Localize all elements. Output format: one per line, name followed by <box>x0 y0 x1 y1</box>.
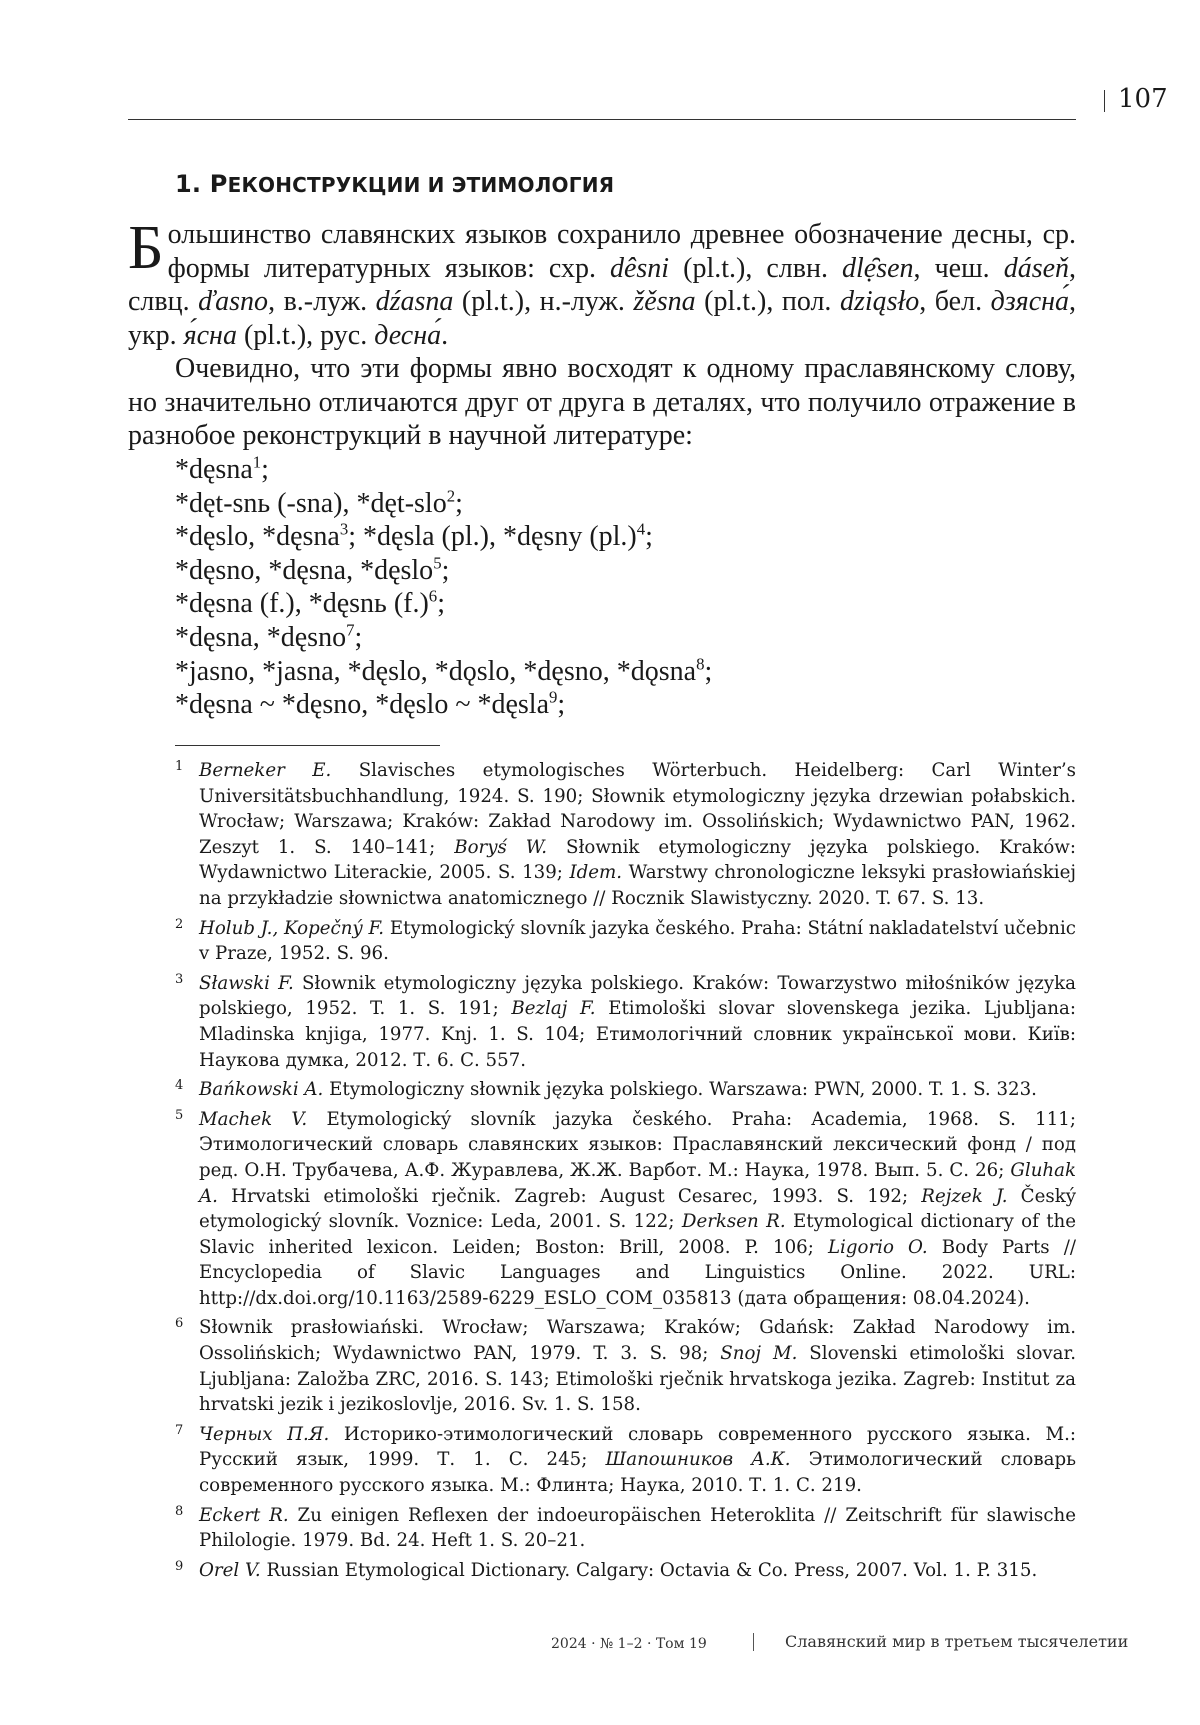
footnote-6: 6 Słownik prasłowiański. Wrocław; Warszawa; Kraków; Gdańsk: Zakład Narodowy im. Ossolińskich; Wydawnictwo PAN, 1979. T. 3. S. 98; Snoj M. Slovenski etimološki slovar. Ljubljana: Založba ZRC, 2016. S. 143; Etimološki rječnik hrvatskoga jezika. Zagreb: Institut za hrvatski jezik i jezikoslovlje, 2016. Sv. 1. S. 158. <box>175 1315 1076 1417</box>
footnote-author: Boryś W. <box>454 836 548 858</box>
footnote-author: Idem. <box>569 862 623 884</box>
form-polish: dziąsło <box>839 286 920 317</box>
page-number-divider <box>1104 90 1105 112</box>
footnote-number: 5 <box>175 1107 184 1123</box>
footnote-8: 8 Eckert R. Zu einigen Reflexen der indoeuropäischen Heteroklita // Zeitschrift für slawische Philologie. 1979. Bd. 24. Heft 1. S. 20–21. <box>175 1503 1076 1554</box>
reconstruction-item: *dęsna, *dęsno$^7$; <box>175 620 363 653</box>
form-slovene: dlẹ̑sen <box>842 252 914 284</box>
footnote-author: Snoj M. <box>720 1343 798 1365</box>
paragraph-2: Очевидно, что эти формы явно восходят к одному праславянскому слову, но значительно отличаются друг от друга в деталях, что получило отражение в разнобое реконструкций в научной литературе: <box>128 353 1076 451</box>
footnote-2: 2 Holub J., Kopečný F. Etymologický slovník jazyka českého. Praha: Státní nakladatelství učebnic v Praze, 1952. S. 96. <box>175 916 1076 967</box>
form-upper-sorbian: dźasna <box>375 286 454 317</box>
reconstruction-item: *jasno, *jasna, *dęslo, *dǫslo, *dęsno, *dǫsna$^8$; <box>175 654 713 687</box>
footnote-ref[interactable]: 3 <box>339 519 349 539</box>
form-ukrainian: я́сна <box>183 319 237 351</box>
footnote-4: 4 Bańkowski A. Etymologiczny słownik języka polskiego. Warszawa: PWN, 2000. T. 1. S. 323. <box>175 1077 1076 1103</box>
form-russian: десна́ <box>374 319 442 351</box>
footnote-author: Gluhak A. <box>199 1159 1076 1207</box>
footnote-9: 9 Orel V. Russian Etymological Dictionary. Calgary: Octavia & Co. Press, 2007. Vol. 1. P. 315. <box>175 1558 1076 1584</box>
reconstruction-item: *dęsna$^1$; <box>175 452 269 485</box>
footnote-author: Rejzek J. <box>921 1185 1008 1207</box>
footer-issue: 2024 · № 1–2 · Том 19 <box>551 1636 707 1652</box>
footnote-number: 7 <box>175 1422 184 1438</box>
footnote-number: 6 <box>175 1316 184 1332</box>
form-belarusian: дзясна́ <box>990 286 1070 317</box>
footnote-5: 5 Machek V. Etymologický slovník jazyka českého. Praha: Academia, 1968. S. 111; Этимологический словарь славянских языков: Праславянский лексический фонд / под ред. О.Н. Трубачева, А.Ф. Журавлева, Ж.Ж. Варбот. М.: Наука, 1978. Вып. 5. С. 26; Gluhak A. Hrvatski etimološki rječnik. Zagreb: August Cesarec, 1993. S. 192; Rejzek J. Český etymologický slovník. Voznice: Leda, 2001. S. 122; Derksen R. Etymological dictionary of the Slavic inherited lexicon. Leiden; Boston: Brill, 2008. P. 106; Ligorio O. Body Parts // Encyclopedia of Slavic Languages and Linguistics Online. 2022. URL: http://dx.doi.org/10.1163/2589-6229_ESLO_COM_035813 (дата обращения: 08.04.2024). <box>175 1107 1076 1312</box>
footnote-author: Черных П.Я. <box>199 1423 330 1445</box>
form-slovak: ďasno <box>198 286 269 317</box>
header-rule <box>128 119 1076 120</box>
footnote-ref[interactable]: 6 <box>428 587 438 607</box>
footnote-author: Machek V. <box>199 1108 308 1130</box>
footnote-ref[interactable]: 5 <box>433 553 442 573</box>
footnote-3: 3 Sławski F. Słownik etymologiczny języka polskiego. Kraków: Towarzystwo miłośników języka polskiego, 1952. T. 1. S. 191; Bezlaj F. Etimološki slovar slovenskega jezika. Ljubljana: Mladinska knjiga, 1977. Knj. 1. S. 104; Етимологічний словник української мови. Київ: Наукова думка, 2012. Т. 6. С. 557. <box>175 971 1076 1073</box>
footnote-number: 2 <box>175 916 184 932</box>
footnote-rule <box>175 745 440 746</box>
footnote-author: Bańkowski A. <box>199 1079 324 1101</box>
body-text <box>128 214 1077 453</box>
footnote-author: Orel V. <box>199 1559 261 1581</box>
page-number: 107 <box>1118 84 1168 114</box>
footnote-author: Derksen R. <box>681 1211 786 1233</box>
footnote-1: 1 Berneker E. Slavisches etymologisches Wörterbuch. Heidelberg: Carl Winter’s Universitätsbuchhandlung, 1924. S. 190; Słownik etymologiczny języka drzewian połabskich. Wrocław; Warszawa; Kraków: Zakład Narodowy im. Ossolińskich; Wydawnictwo PAN, 1962. Zeszyt 1. S. 140–141; Boryś W. Słownik etymologiczny języka polskiego. Kraków: Wydawnictwo Literackie, 2005. S. 139; Idem. Warstwy chronologiczne leksyki prasłowiańskiej na przykładzie słownictwa anatomicznego // Rocznik Slawistyczny. 2020. T. 67. S. 13. <box>175 758 1076 912</box>
form-czech: dáseň <box>1003 252 1070 284</box>
footnote-7: 7 Черных П.Я. Историко-этимологический словарь современного русского языка. М.: Русский язык, 1999. Т. 1. С. 245; Шапошников А.К. Этимологический словарь современного русского языка. М.: Флинта; Наука, 2010. Т. 1. С. 219. <box>175 1422 1076 1499</box>
section-title-rest: ЕКОНСТРУКЦИИ И ЭТИМОЛОГИЯ <box>227 173 615 197</box>
section-title-initial: Р <box>209 170 228 198</box>
footnote-number: 3 <box>175 971 184 987</box>
form-lower-sorbian: žěsna <box>633 286 696 317</box>
reconstruction-item: *dęsno, *dęsna, *dęslo$^5$; <box>175 553 450 586</box>
footnote-author: Eckert R. <box>199 1504 289 1526</box>
footnote-author: Holub J., Kopečný F. <box>199 917 385 939</box>
footnote-ref[interactable]: 9 <box>549 687 558 707</box>
footnote-number: 1 <box>175 759 184 774</box>
footnote-number: 4 <box>175 1078 184 1094</box>
section-number: 1. <box>175 170 202 198</box>
footnote-ref[interactable]: 2 <box>446 486 456 506</box>
footnote-ref[interactable]: 7 <box>346 620 355 640</box>
footnote-author: Sławski F. <box>199 972 294 994</box>
reconstruction-item: *dęt-snь (-sna), *dęt-slo$^2$; <box>175 486 463 519</box>
footnote-ref[interactable]: 1 <box>252 452 262 472</box>
footnote-ref[interactable]: 8 <box>696 654 705 674</box>
footnotes <box>175 758 1076 1587</box>
reconstruction-list <box>175 453 712 722</box>
footnote-number: 9 <box>175 1558 184 1574</box>
paragraph-1: Большинство славянских языков сохранило древнее обозначение десны, ср. формы литературных языков: схр. dêsni (pl.t.), слвн. dlẹ̑sen, чеш. dáseň, слвц. ďasno, в.-луж. dźasna (pl.t.), н.-луж. žěsna (pl.t.), пол. dziąsło, бел. дзясна́, укр. я́сна (pl.t.), рус. десна́. <box>128 214 1077 351</box>
footnote-number: 8 <box>175 1503 184 1519</box>
reconstruction-item: *dęsna ~ *dęsno, *dęslo ~ *dęsla$^9$; <box>175 687 566 721</box>
footer-journal-title: Славянский мир в третьем тысячелетии <box>785 1632 1129 1651</box>
footer-divider <box>753 1633 754 1651</box>
footnote-author: Berneker E. <box>199 760 332 781</box>
drop-cap: Б <box>128 214 164 282</box>
reconstruction-item: *dęslo, *dęsna$^3$; *dęsla (pl.), *dęsny $(pl.)^4$; <box>175 519 653 553</box>
section-heading <box>175 170 614 198</box>
reconstruction-item: *dęsna (f.), *dęsnь $(f.)^6$; <box>175 587 445 620</box>
footnote-author: Ligorio O. <box>827 1236 928 1258</box>
footnote-author: Bezlaj F. <box>511 998 596 1020</box>
footnote-ref[interactable]: 4 <box>636 519 646 539</box>
footnote-author: Шапошников А.К. <box>605 1449 791 1471</box>
form-serbo-croatian: dêsni <box>609 252 670 284</box>
